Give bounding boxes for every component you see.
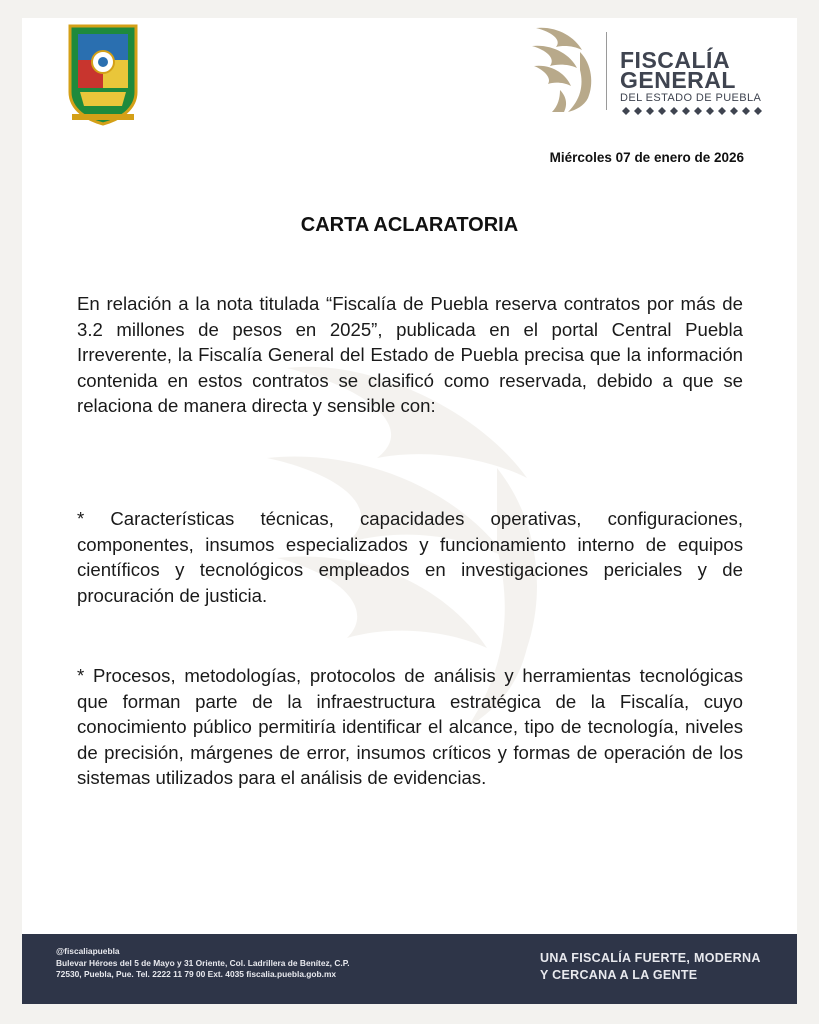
paragraph-item-1: * Características técnicas, capacidades operativas, configuraciones, componentes, insumos especializados y funcionamiento interno de equipos científicos y tecnológicos empleados en investigaciones periciales y de procuración de justicia. [77,508,743,606]
logo-divider [606,32,607,110]
footer-slogan-line2: Y CERCANA A LA GENTE [540,968,698,982]
letter-date: Miércoles 07 de enero de 2026 [549,150,744,165]
paragraph-item-2: * Procesos, metodologías, protocolos de análisis y herramientas tecnológicas que forman parte de la infraestructura estratégica de la Fiscalía, cuyo conocimiento público permitiría identificar el alcance, tipo de tecnología, niveles de precisión, márgenes de error, insumos críticos y formas de operación de los sistemas utilizados para el análisis de evidencias. [77,665,743,788]
logo-title-line2: GENERAL [620,67,736,93]
logo-ornament-icon [620,107,768,115]
footer-slogan-line1: UNA FISCALÍA FUERTE, MODERNA [540,951,761,965]
footer-address-line1: Bulevar Héroes del 5 de Mayo y 31 Oriente, Col. Ladrillera de Benítez, C.P. [56,958,350,968]
logo-subtitle: DEL ESTADO DE PUEBLA [620,92,762,104]
letter-title: CARTA ACLARATORIA [300,214,519,236]
letter-page [22,18,797,1004]
footer-address-line2: 72530, Puebla, Pue. Tel. 2222 11 79 00 Ext. 4035 fiscalia.puebla.gob.mx [56,969,337,979]
puebla-state-seal-icon [66,22,140,126]
fiscalia-logo [530,22,770,118]
paragraph-intro: En relación a la nota titulada “Fiscalía de Puebla reserva contratos por más de 3.2 millones de pesos en 2025”, publicada en el portal Central Puebla Irreverente, la Fiscalía General del Estado de Puebla precisa que la información contenida en estos contratos se clasificó como reservada, debido a que se relaciona de manera directa y sensible con: [77,293,743,416]
fiscalia-emblem-icon [530,24,600,112]
footer-social-handle: @fiscaliapuebla [56,946,120,956]
footer-slogan [540,950,780,984]
logo-title-line1: FISCALÍA [620,47,731,73]
footer-bar [22,934,797,1004]
footer-address [56,958,436,980]
